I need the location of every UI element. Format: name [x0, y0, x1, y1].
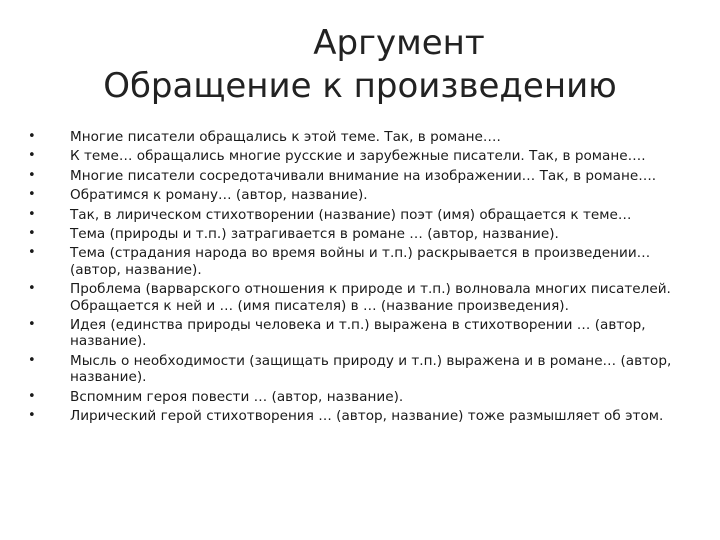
bullet-item — [28, 129, 698, 145]
bullet-item — [28, 187, 698, 203]
bullet-item — [28, 148, 698, 164]
bullet-item — [28, 281, 698, 314]
bullet-item — [28, 226, 698, 242]
bullet-text: Проблема (варварского отношения к природе и т.п.) волновала многих писателей. Обращается к ней и … (имя писателя) в … (название произведения). — [70, 281, 671, 314]
bullet-marker-icon: • — [28, 388, 36, 404]
bullet-item — [28, 389, 698, 405]
bullet-text: Тема (страдания народа во время войны и т.п.) раскрывается в произведении…(автор, название). — [70, 245, 651, 278]
bullet-text: Обратимся к роману… (автор, название). — [70, 187, 368, 204]
bullet-marker-icon: • — [28, 317, 36, 333]
bullet-text: Идея (единства природы человека и т.п.) выражена в стихотворении … (автор, название). — [70, 317, 646, 350]
bullet-marker-icon: • — [28, 187, 36, 203]
bullet-text: Так, в лирическом стихотворении (название) поэт (имя) обращается к теме… — [70, 206, 632, 223]
bullet-marker-icon: • — [28, 245, 36, 261]
bullet-item — [28, 353, 698, 386]
bullet-marker-icon: • — [28, 226, 36, 242]
title-line-argument: Аргумент — [313, 23, 485, 63]
bullet-text: Многие писатели сосредотачивали внимание на изображении… Так, в романе…. — [70, 167, 657, 184]
title-line-subject: Обращение к произведению — [103, 66, 617, 106]
bullet-text: Лирический герой стихотворения … (автор, название) тоже размышляет об этом. — [70, 408, 664, 425]
bullet-marker-icon: • — [28, 206, 36, 222]
bullet-item — [28, 408, 698, 424]
bullet-marker-icon: • — [28, 129, 36, 144]
bullet-item — [28, 207, 698, 223]
bullet-text: К теме… обращались многие русские и зарубежные писатели. Так, в романе…. — [70, 148, 646, 165]
bullet-text: Вспомним героя повести … (автор, название). — [70, 388, 404, 405]
bullet-marker-icon: • — [28, 352, 36, 368]
bullet-item — [28, 245, 698, 278]
bullet-list — [28, 129, 698, 428]
slide-title — [0, 22, 720, 108]
bullet-item — [28, 168, 698, 184]
bullet-marker-icon: • — [28, 408, 36, 424]
bullet-marker-icon: • — [28, 167, 36, 183]
bullet-item — [28, 317, 698, 350]
bullet-marker-icon: • — [28, 281, 36, 297]
bullet-text: Многие писатели обращались к этой теме. Так, в романе…. — [70, 129, 501, 145]
bullet-marker-icon: • — [28, 148, 36, 164]
bullet-text: Тема (природы и т.п.) затрагивается в романе … (автор, название). — [70, 226, 559, 243]
bullet-text: Мысль о необходимости (защищать природу и т.п.) выражена и в романе… (автор, название). — [70, 352, 672, 386]
